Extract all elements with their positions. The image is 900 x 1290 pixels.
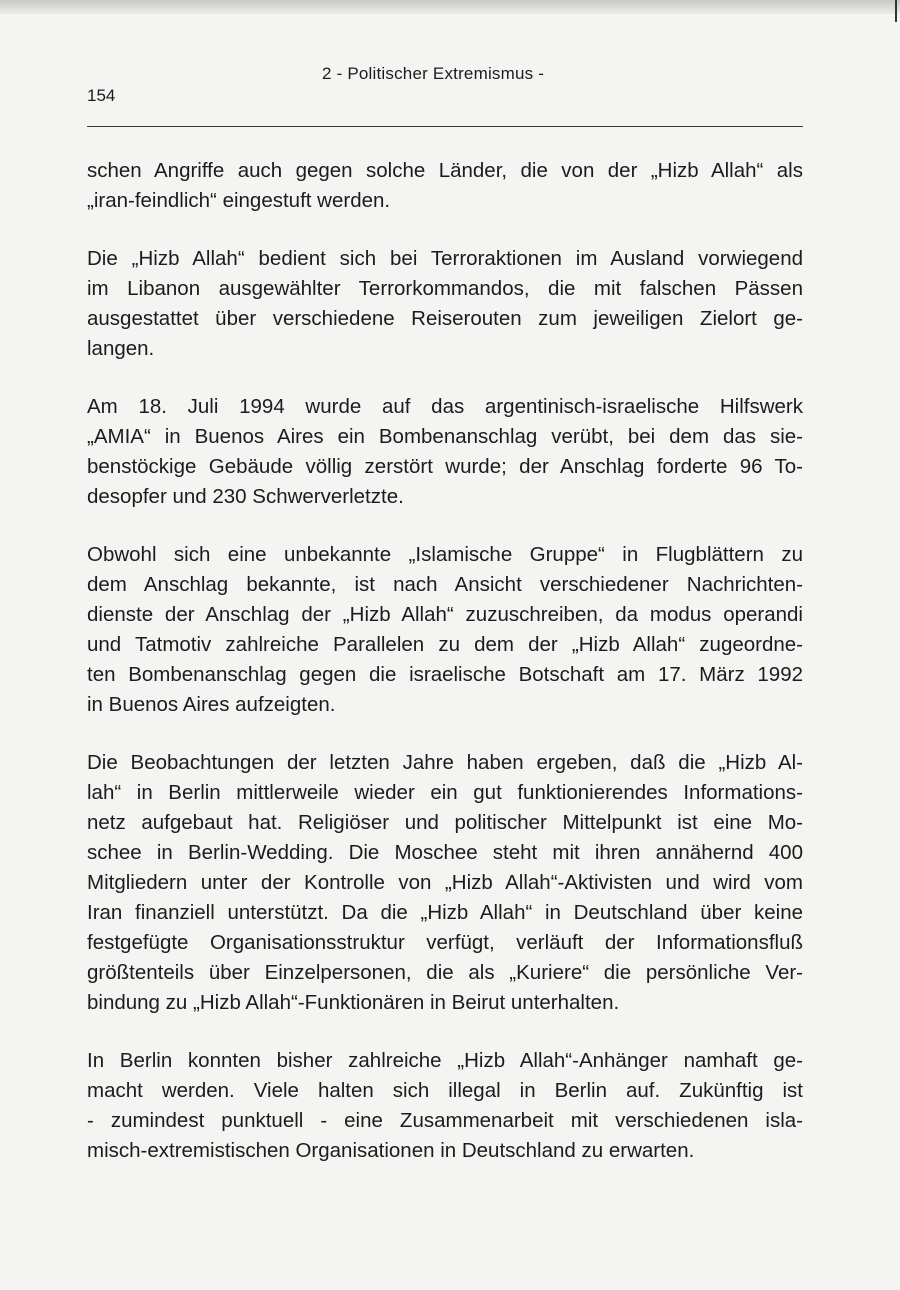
header-rule (87, 126, 803, 127)
text-line: Die „Hizb Allah“ bedient sich bei Terroraktionen im Ausland vorwiegend (87, 247, 803, 270)
text-line: netz aufgebaut hat. Religiöser und politischer Mittelpunkt ist eine Mo- (87, 811, 803, 834)
text-line: In Berlin konnten bisher zahlreiche „Hizb Allah“-Anhänger namhaft ge- (87, 1049, 803, 1072)
text-line: ten Bombenanschlag gegen die israelische Botschaft am 17. März 1992 (87, 663, 803, 686)
text-line: Am 18. Juli 1994 wurde auf das argentinisch-israelische Hilfswerk (87, 395, 803, 418)
text-line: desopfer und 230 Schwerverletzte. (87, 485, 404, 508)
text-line: in Buenos Aires aufzeigten. (87, 693, 336, 716)
paragraph-1 (87, 156, 803, 216)
text-line: lah“ in Berlin mittlerweile wieder ein gut funktionierendes Informations- (87, 781, 803, 804)
text-line: Mitgliedern unter der Kontrolle von „Hizb Allah“-Aktivisten und wird vom (87, 871, 803, 894)
text-line: größtenteils über Einzelpersonen, die als „Kuriere“ die persönliche Ver- (87, 961, 803, 984)
text-line: ausgestattet über verschiedene Reiserouten zum jeweiligen Zielort ge- (87, 307, 803, 330)
text-line: schen Angriffe auch gegen solche Länder, die von der „Hizb Allah“ als (87, 159, 803, 182)
running-title: 2 - Politischer Extremismus - (322, 64, 545, 83)
text-line: misch-extremistischen Organisationen in Deutschland zu erwarten. (87, 1139, 695, 1162)
paragraph-6 (87, 1046, 803, 1166)
paragraph-4 (87, 540, 803, 720)
paragraph-2 (87, 244, 803, 364)
text-line: dem Anschlag bekannte, ist nach Ansicht verschiedener Nachrichten- (87, 573, 803, 596)
text-line: bindung zu „Hizb Allah“-Funktionären in Beirut unterhalten. (87, 991, 620, 1014)
text-line: benstöckige Gebäude völlig zerstört wurde; der Anschlag forderte 96 To- (87, 455, 803, 478)
text-line: „iran-feindlich“ eingestuft werden. (87, 189, 391, 212)
body-text (87, 156, 803, 1194)
text-line: schee in Berlin-Wedding. Die Moschee steht mit ihren annähernd 400 (87, 841, 803, 864)
text-line: dienste der Anschlag der „Hizb Allah“ zuzuschreiben, da modus operandi (87, 603, 803, 626)
text-line: Iran finanziell unterstützt. Da die „Hizb Allah“ in Deutschland über keine (87, 901, 803, 924)
text-line: Obwohl sich eine unbekannte „Islamische Gruppe“ in Flugblättern zu (87, 543, 803, 566)
text-line: im Libanon ausgewählter Terrorkommandos, die mit falschen Pässen (87, 277, 803, 300)
text-line: und Tatmotiv zahlreiche Parallelen zu dem der „Hizb Allah“ zugeordne- (87, 633, 803, 656)
text-line: Die Beobachtungen der letzten Jahre haben ergeben, daß die „Hizb Al- (87, 751, 803, 774)
paragraph-5 (87, 748, 803, 1018)
paragraph-3 (87, 392, 803, 512)
text-line: festgefügte Organisationsstruktur verfügt, verläuft der Informationsfluß (87, 931, 803, 954)
text-line: macht werden. Viele halten sich illegal in Berlin auf. Zukünftig ist (87, 1079, 803, 1102)
text-line: langen. (87, 337, 155, 360)
page-number: 154 (87, 86, 116, 105)
text-line: - zumindest punktuell - eine Zusammenarbeit mit verschiedenen isla- (87, 1109, 803, 1132)
text-line: „AMIA“ in Buenos Aires ein Bombenanschlag verübt, bei dem das sie- (87, 425, 803, 448)
